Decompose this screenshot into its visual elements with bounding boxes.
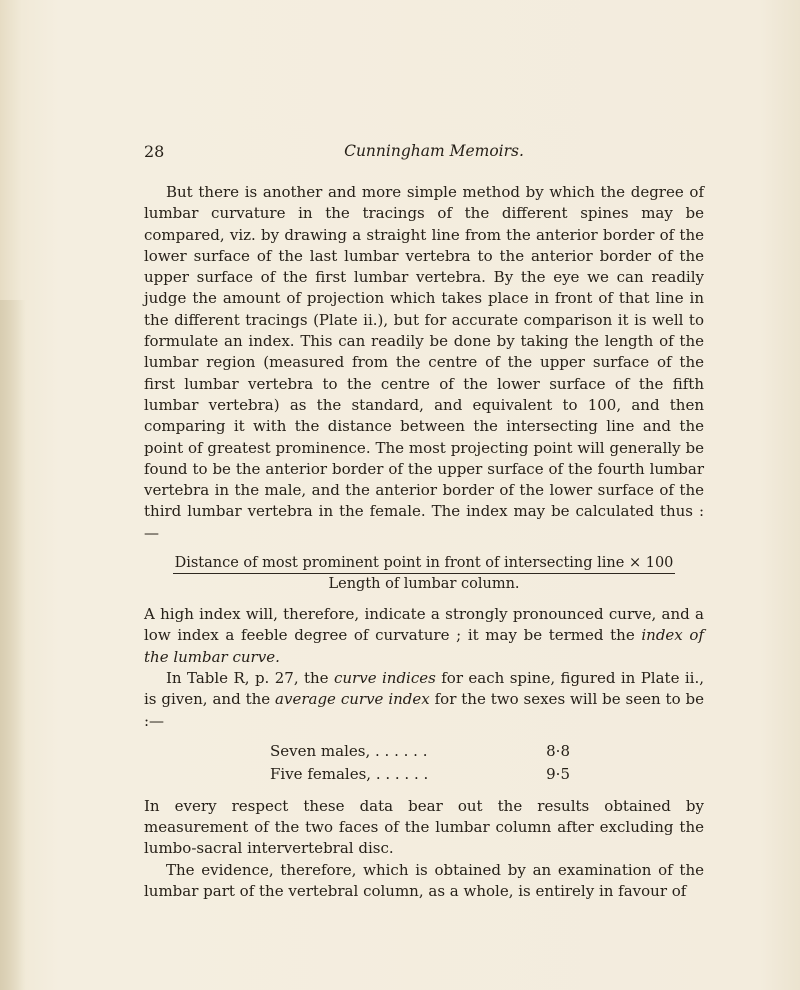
paragraph-results: In every respect these data bear out the results obtained by measurement of the two faces of the lumbar column after excluding the lumbo-sacral intervertebral disc.: [144, 796, 704, 858]
table-row-label: Seven males, . . . . . .: [270, 741, 428, 760]
table-row-value: 9·5: [546, 764, 570, 783]
paragraph-high-index-text: A high index will, therefore, indicate a strongly pronounced curve, and a low index a feeble degree of curvature ; it may be termed the: [144, 605, 704, 645]
paragraph-table-ref-text-a: In Table R, p. 27, the: [166, 668, 334, 687]
page-number: 28: [144, 142, 165, 161]
paragraph-table-ref: [144, 668, 704, 732]
paragraph-high-index: [144, 604, 704, 668]
index-term: index of the lumbar curve.: [144, 626, 705, 666]
formula-numerator: Distance of most prominent point in front of intersecting line × 100: [173, 554, 676, 574]
paragraph-table-ref-text-b: for each spine, figured in Plate ii., is given, and the: [144, 668, 705, 709]
table-row: [270, 763, 570, 786]
paragraph-method: But there is another and more simple method by which the degree of lumbar curvature in the tracings of the different spines may be compared, viz. by drawing a straight line from the anterior border of the lower surface of the last lumbar vertebra to the anterior border of the upper surface of the first lumbar vertebra. By the eye we can readily judge the amount of projection which takes place in front of that line in the different tracings (Plate ii.), but for accurate comparison it is well to formulate an index. This can readily be done by taking the length of the lumbar region (measured from the centre of the upper surface of the first lumbar vertebra to the centre of the lower surface of the fifth lumbar vertebra) as the standard, and equivalent to 100, and then comparing it with the distance between the intersecting line and the point of greatest prominence. The most projecting point will generally be found to be the anterior border of the upper surface of the fourth lumbar vertebra in the male, and the anterior border of the lower surface of the third lumbar vertebra in the female. The index may be calculated thus :—: [144, 183, 704, 542]
index-formula: [144, 554, 704, 593]
average-index-table: [144, 740, 704, 786]
table-row-label: Five females, . . . . . .: [270, 764, 429, 783]
page-header: [144, 142, 704, 164]
page-gutter-shadow: [0, 300, 26, 990]
body-text: [144, 182, 704, 902]
average-curve-index-term: average curve index: [275, 690, 430, 709]
paragraph-evidence: The evidence, therefore, which is obtained by an examination of the lumbar part of the vertebral column, as a whole, is entirely in favour of: [144, 860, 704, 901]
formula-denominator: Length of lumbar column.: [328, 576, 520, 593]
running-title: Cunningham Memoirs.: [344, 142, 524, 160]
table-row: [270, 740, 570, 763]
table-row-value: 8·8: [546, 741, 570, 760]
curve-indices-term: curve indices: [333, 668, 436, 687]
paragraph-table-ref-text-c: for the two sexes will be seen to be :—: [144, 690, 704, 730]
